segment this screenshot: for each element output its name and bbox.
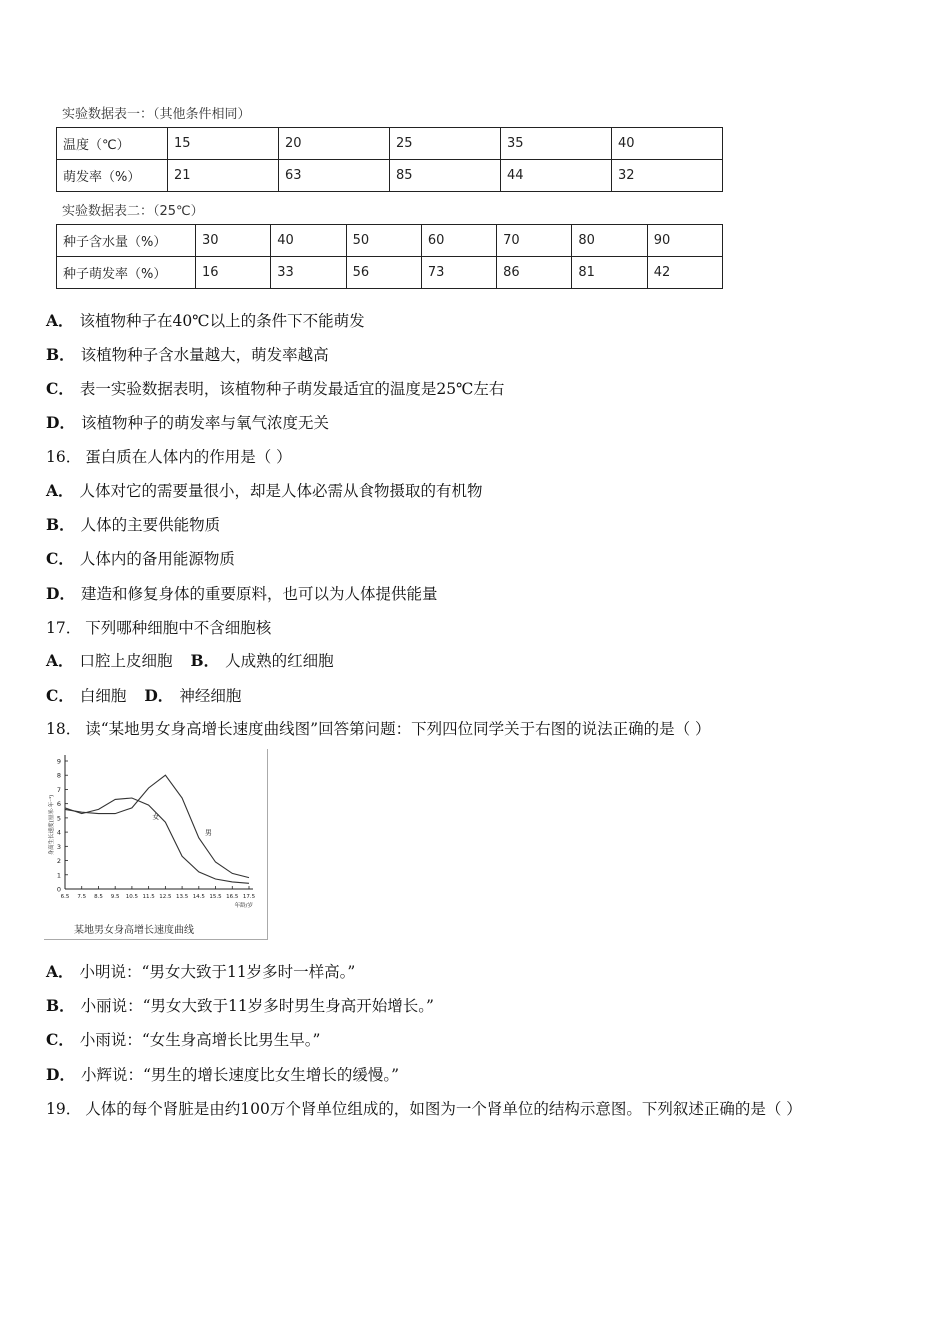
question-number: 16． xyxy=(46,448,82,466)
question-number: 17． xyxy=(46,619,82,637)
q17-options-row1 xyxy=(46,651,334,671)
q17-option-d[interactable] xyxy=(144,687,241,705)
question-text: 下列哪种细胞中不含细胞核 xyxy=(85,619,272,637)
option-letter: A． xyxy=(46,962,74,981)
table-cell: 35 xyxy=(501,128,612,160)
x-tick-label: 11.5 xyxy=(142,894,155,900)
option-letter: C． xyxy=(46,549,74,568)
option-text: 建造和修复身体的重要原料，也可以为人体提供能量 xyxy=(80,585,438,603)
table-cell: 种子萌发率（%） xyxy=(57,257,196,289)
table2-caption: 实验数据表二：（25℃） xyxy=(62,204,204,219)
q16-option-b[interactable] xyxy=(46,515,220,535)
option-text: 人体对它的需要量很小，却是人体必需从食物摄取的有机物 xyxy=(79,482,483,500)
x-tick-label: 6.5 xyxy=(60,894,70,900)
table-cell: 40 xyxy=(271,225,346,257)
q15-option-c[interactable] xyxy=(46,379,504,399)
option-text: 神经细胞 xyxy=(179,687,242,705)
x-tick-label: 10.5 xyxy=(125,894,139,900)
option-text: 小辉说：“男生的增长速度比女生增长的缓慢。” xyxy=(80,1066,400,1084)
y-tick-label: 2 xyxy=(56,857,61,866)
x-axis-label: 年龄/岁 xyxy=(234,903,253,909)
option-text: 小明说：“男女大致于11岁多时一样高。” xyxy=(79,963,356,981)
q18-option-a[interactable] xyxy=(46,962,355,982)
option-text: 人体的主要供能物质 xyxy=(80,516,221,534)
table-cell: 温度（℃） xyxy=(57,128,168,160)
option-text: 该植物种子含水量越大，萌发率越高 xyxy=(80,346,329,364)
option-text: 小丽说：“男女大致于11岁多时男生身高开始增长。” xyxy=(80,997,434,1015)
q18-option-d[interactable] xyxy=(46,1065,399,1085)
table-cell: 80 xyxy=(572,225,647,257)
q17-option-a[interactable] xyxy=(46,652,173,670)
q15-option-a[interactable] xyxy=(46,311,365,331)
option-text: 口腔上皮细胞 xyxy=(79,652,173,670)
y-axis-label: 身高生长速度(厘米·年⁻¹) xyxy=(49,794,55,856)
option-text: 表一实验数据表明，该植物种子萌发最适宜的温度是25℃左右 xyxy=(79,380,505,398)
option-letter: C． xyxy=(46,686,74,705)
x-tick-label: 17.5 xyxy=(242,894,256,900)
table-cell: 70 xyxy=(497,225,572,257)
table-cell: 32 xyxy=(612,160,723,192)
growth-chart xyxy=(44,749,267,939)
q17-options-row2 xyxy=(46,686,241,706)
table-cell: 种子含水量（%） xyxy=(57,225,196,257)
table1 xyxy=(56,127,723,192)
q17-option-c[interactable] xyxy=(46,687,126,705)
table2 xyxy=(56,224,723,289)
x-tick-label: 15.5 xyxy=(209,894,222,900)
table-row xyxy=(57,257,723,289)
option-letter: B． xyxy=(190,651,220,670)
table-cell: 90 xyxy=(647,225,722,257)
q18-stem xyxy=(46,719,711,739)
q16-option-d[interactable] xyxy=(46,584,437,604)
table-cell: 16 xyxy=(196,257,271,289)
y-tick-label: 4 xyxy=(56,828,61,837)
x-tick-label: 8.5 xyxy=(94,894,103,900)
chart-title: 某地男女身高增长速度曲线 xyxy=(74,925,194,936)
series-line-female xyxy=(65,798,249,883)
option-letter: C． xyxy=(46,1030,74,1049)
q17-stem xyxy=(46,618,271,638)
series-label: 男 xyxy=(204,828,212,837)
table-cell: 44 xyxy=(501,160,612,192)
table-cell: 85 xyxy=(390,160,501,192)
option-letter: A． xyxy=(46,481,74,500)
table-row xyxy=(57,160,723,192)
question-number: 19． xyxy=(46,1100,82,1118)
x-tick-label: 7.5 xyxy=(77,894,87,900)
y-tick-label: 0 xyxy=(56,885,61,894)
y-tick-label: 9 xyxy=(56,757,61,766)
q15-option-b[interactable] xyxy=(46,345,329,365)
table-cell: 50 xyxy=(346,225,421,257)
option-letter: D． xyxy=(144,686,174,705)
q18-option-c[interactable] xyxy=(46,1030,320,1050)
q18-option-b[interactable] xyxy=(46,996,434,1016)
q16-option-a[interactable] xyxy=(46,481,483,501)
question-text: 人体的每个肾脏是由约100万个肾单位组成的，如图为一个肾单位的结构示意图。下列叙述正确的是（ ） xyxy=(85,1100,802,1118)
table-cell: 56 xyxy=(346,257,421,289)
option-letter: A． xyxy=(46,651,74,670)
option-letter: D． xyxy=(46,413,75,432)
q19-stem xyxy=(46,1099,802,1119)
q15-option-d[interactable] xyxy=(46,413,329,433)
y-tick-label: 6 xyxy=(56,800,61,809)
q16-stem xyxy=(46,447,292,467)
option-letter: C． xyxy=(46,379,74,398)
option-letter: D． xyxy=(46,584,75,603)
option-text: 该植物种子在40℃以上的条件下不能萌发 xyxy=(79,312,365,330)
x-tick-label: 16.5 xyxy=(226,894,239,900)
q17-option-b[interactable] xyxy=(191,652,334,670)
table-row xyxy=(57,225,723,257)
option-letter: B． xyxy=(46,515,75,534)
question-text: 蛋白质在人体内的作用是（ ） xyxy=(85,448,292,466)
table1-caption: 实验数据表一：（其他条件相同） xyxy=(62,107,251,122)
table-cell: 30 xyxy=(196,225,271,257)
option-text: 人成熟的红细胞 xyxy=(225,652,334,670)
option-text: 人体内的备用能源物质 xyxy=(79,550,235,568)
option-text: 白细胞 xyxy=(79,687,127,705)
x-tick-label: 13.5 xyxy=(175,894,189,900)
x-tick-label: 14.5 xyxy=(192,894,205,900)
y-tick-label: 1 xyxy=(56,871,61,880)
table-cell: 81 xyxy=(572,257,647,289)
series-line-male xyxy=(65,775,249,877)
option-letter: D． xyxy=(46,1065,75,1084)
option-letter: B． xyxy=(46,345,75,364)
table-cell: 15 xyxy=(168,128,279,160)
x-tick-label: 12.5 xyxy=(159,894,172,900)
question-text: 读“某地男女身高增长速度曲线图”回答第问题：下列四位同学关于右图的说法正确的是（ ） xyxy=(85,720,711,738)
table-cell: 33 xyxy=(271,257,346,289)
growth-chart-frame xyxy=(44,749,268,940)
table-cell: 萌发率（%） xyxy=(57,160,168,192)
y-tick-label: 8 xyxy=(56,771,61,780)
option-letter: A． xyxy=(46,311,74,330)
y-tick-label: 7 xyxy=(56,785,61,794)
table-cell: 25 xyxy=(390,128,501,160)
question-number: 18． xyxy=(46,720,82,738)
x-tick-label: 9.5 xyxy=(110,894,120,900)
table-row xyxy=(57,128,723,160)
table-cell: 86 xyxy=(497,257,572,289)
option-text: 该植物种子的萌发率与氧气浓度无关 xyxy=(80,414,329,432)
table-cell: 21 xyxy=(168,160,279,192)
table-cell: 63 xyxy=(279,160,390,192)
table-cell: 20 xyxy=(279,128,390,160)
q16-option-c[interactable] xyxy=(46,549,235,569)
option-text: 小雨说：“女生身高增长比男生早。” xyxy=(79,1031,321,1049)
table-cell: 73 xyxy=(421,257,496,289)
table-cell: 42 xyxy=(647,257,722,289)
table-cell: 60 xyxy=(421,225,496,257)
y-tick-label: 5 xyxy=(56,814,61,823)
y-tick-label: 3 xyxy=(56,842,61,851)
table-cell: 40 xyxy=(612,128,723,160)
series-label: 女 xyxy=(152,813,160,822)
option-letter: B． xyxy=(46,996,75,1015)
